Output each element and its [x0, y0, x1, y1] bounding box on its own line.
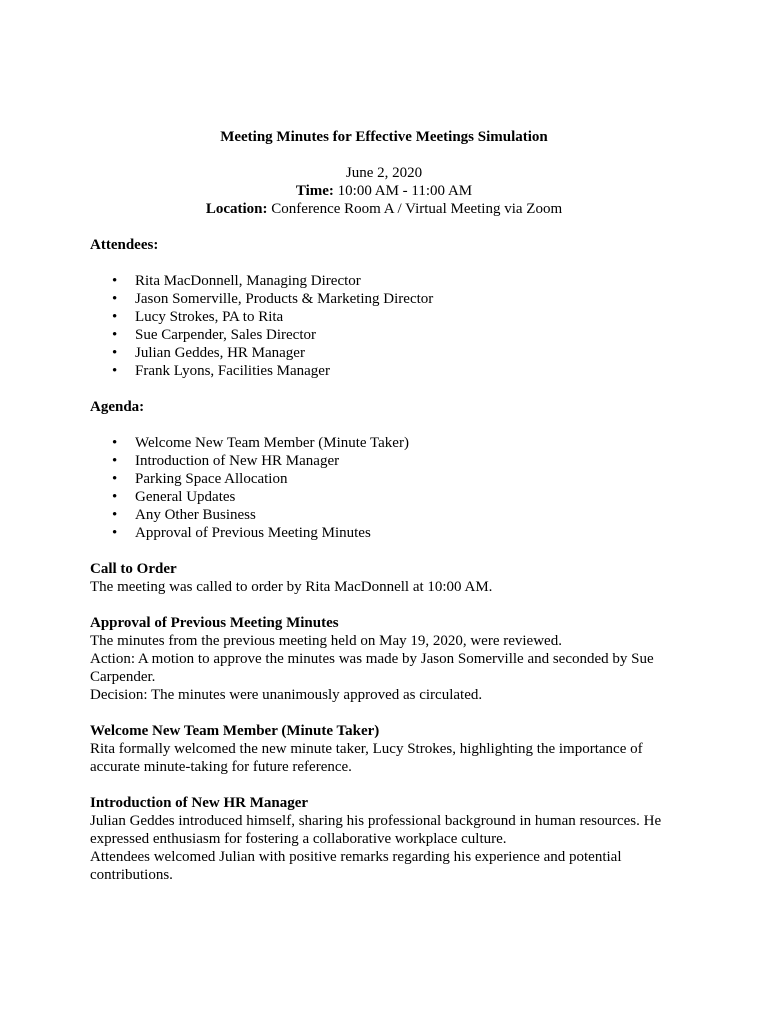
agenda-heading: Agenda:	[90, 399, 145, 415]
minutes-section	[90, 560, 670, 596]
meeting-date: June 2, 2020	[345, 165, 423, 181]
attendee-item	[90, 362, 690, 380]
document-title: Meeting Minutes for Effective Meetings Simulation	[220, 129, 548, 145]
agenda-item-text: Any Other Business	[135, 507, 256, 523]
attendee-item-text: Rita MacDonnell, Managing Director	[135, 273, 361, 289]
section-heading: Approval of Previous Meeting Minutes	[90, 615, 339, 631]
document-page	[90, 128, 690, 884]
attendee-item-text: Julian Geddes, HR Manager	[135, 345, 305, 361]
meeting-meta	[90, 164, 678, 218]
attendee-item	[90, 326, 690, 344]
section-heading: Call to Order	[90, 561, 177, 577]
location-label: Location:	[205, 201, 268, 217]
section-paragraph: Attendees welcomed Julian with positive remarks regarding his experience and potential contributions.	[90, 849, 622, 883]
attendee-item-text: Sue Carpender, Sales Director	[135, 327, 317, 343]
attendee-item-text: Lucy Strokes, PA to Rita	[135, 309, 284, 325]
attendee-item-text: Jason Somerville, Products & Marketing Director	[135, 291, 434, 307]
minutes-section	[90, 794, 670, 884]
bullet-icon: •	[112, 363, 118, 379]
section-paragraph: The meeting was called to order by Rita MacDonnell at 10:00 AM.	[90, 579, 493, 595]
attendees-heading: Attendees:	[90, 237, 159, 253]
time-value: 10:00 AM - 11:00 AM	[333, 183, 473, 199]
bullet-icon: •	[112, 489, 118, 505]
agenda-item-text: General Updates	[135, 489, 236, 505]
bullet-icon: •	[112, 291, 118, 307]
minutes-section	[90, 614, 670, 704]
minutes-sections	[90, 560, 670, 884]
agenda-item-text: Parking Space Allocation	[135, 471, 288, 487]
attendee-item	[90, 272, 690, 290]
document-header	[90, 128, 678, 218]
agenda-item	[90, 524, 690, 542]
meeting-time	[90, 182, 678, 200]
agenda-item-text: Introduction of New HR Manager	[135, 453, 340, 469]
agenda-item	[90, 506, 690, 524]
section-paragraph: Julian Geddes introduced himself, sharing his professional background in human resources. He expressed enthusiasm for fostering a collaborative workplace culture.	[90, 813, 662, 847]
section-paragraph: Decision: The minutes were unanimously approved as circulated.	[90, 687, 483, 703]
meeting-location	[90, 200, 678, 218]
minutes-section	[90, 722, 670, 776]
agenda-item-text: Approval of Previous Meeting Minutes	[135, 525, 371, 541]
agenda-item	[90, 434, 690, 452]
bullet-icon: •	[112, 309, 118, 325]
section-paragraph: Action: A motion to approve the minutes was made by Jason Somerville and seconded by Sue Carpender.	[90, 651, 654, 685]
attendee-item	[90, 344, 690, 362]
agenda-list	[90, 434, 690, 542]
bullet-icon: •	[112, 327, 118, 343]
bullet-icon: •	[112, 435, 118, 451]
agenda-item-text: Welcome New Team Member (Minute Taker)	[135, 435, 409, 451]
attendee-item	[90, 308, 690, 326]
location-value: Conference Room A / Virtual Meeting via Zoom	[267, 201, 563, 217]
agenda-item	[90, 470, 690, 488]
section-paragraph: The minutes from the previous meeting held on May 19, 2020, were reviewed.	[90, 633, 562, 649]
attendees-list	[90, 272, 690, 380]
time-label: Time:	[295, 183, 334, 199]
bullet-icon: •	[112, 507, 118, 523]
attendee-item	[90, 290, 690, 308]
bullet-icon: •	[112, 345, 118, 361]
section-heading: Welcome New Team Member (Minute Taker)	[90, 723, 380, 739]
bullet-icon: •	[112, 525, 118, 541]
agenda-item	[90, 488, 690, 506]
bullet-icon: •	[112, 273, 118, 289]
section-heading: Introduction of New HR Manager	[90, 795, 309, 811]
bullet-icon: •	[112, 471, 118, 487]
attendee-item-text: Frank Lyons, Facilities Manager	[135, 363, 330, 379]
bullet-icon: •	[112, 453, 118, 469]
section-paragraph: Rita formally welcomed the new minute taker, Lucy Strokes, highlighting the importance of accurate minute-taking for future reference.	[90, 741, 643, 775]
agenda-item	[90, 452, 690, 470]
